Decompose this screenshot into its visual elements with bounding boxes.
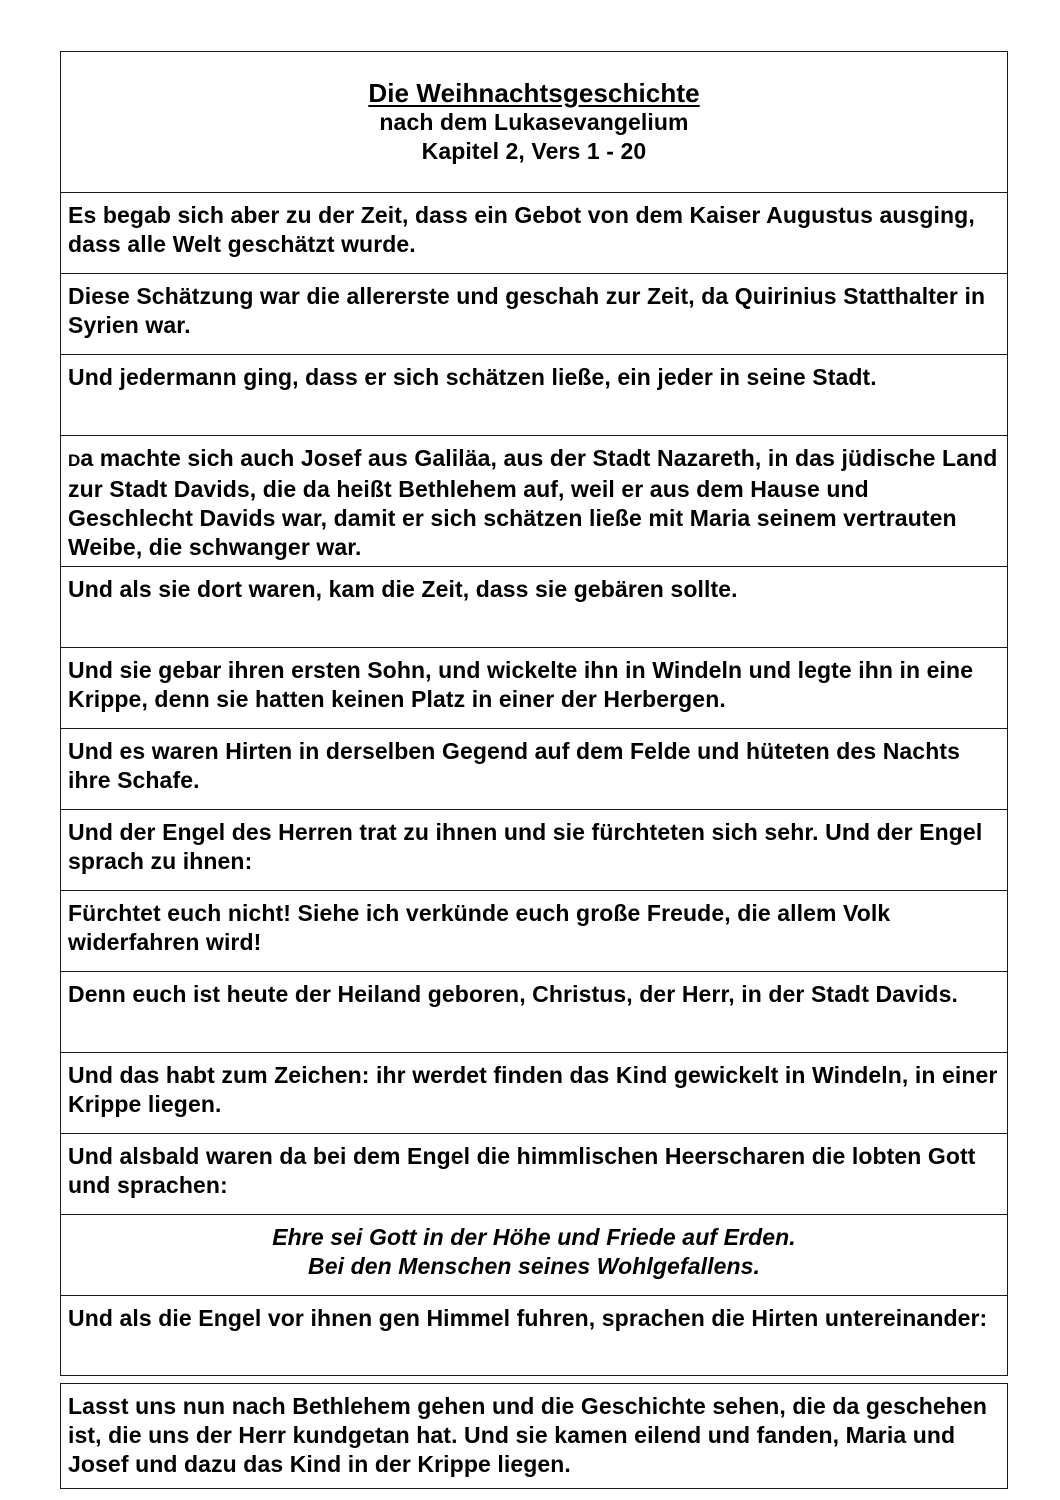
verse-box [60,435,1008,566]
verse-text: Und als die Engel vor ihnen gen Himmel fuhren, sprachen die Hirten untereinander: [68,1305,988,1331]
gloria-line-1: Ehre sei Gott in der Höhe und Friede auf Erden. [272,1224,796,1250]
story-sheet [60,51,1008,1489]
verse-text: Und jedermann ging, dass er sich schätzen ließe, ein jeder in seine Stadt. [68,364,877,390]
verse-text: Und das habt zum Zeichen: ihr werdet finden das Kind gewickelt in Windeln, in einer Krippe liegen. [68,1062,998,1117]
verse-box [60,273,1008,354]
verse-text: a machte sich auch Josef aus Galiläa, aus der Stadt Nazareth, in das jüdische Land zur Stadt Davids, die da heißt Bethlehem auf, weil er aus dem Hause und Geschlecht Davids war, damit er sich schätzen ließe mit Maria seinem vertrauten Weibe, die schwanger war. [68,445,998,560]
verse-text: Und als sie dort waren, kam die Zeit, dass sie gebären sollte. [68,576,738,602]
verse-box [60,647,1008,728]
verse-text: Und der Engel des Herren trat zu ihnen und sie fürchteten sich sehr. Und der Engel sprach zu ihnen: [68,819,983,874]
verse-text: Und alsbald waren da bei dem Engel die himmlischen Heerscharen die lobten Gott und sprachen: [68,1143,976,1198]
verse-box [60,890,1008,971]
verse-box [60,354,1008,435]
header-box [60,51,1008,192]
box-gap [60,1376,1008,1383]
verse-box [60,1052,1008,1133]
gloria-box [60,1214,1008,1295]
verse-text: Diese Schätzung war die allererste und geschah zur Zeit, da Quirinius Statthalter in Syrien war. [68,283,986,338]
page-subtitle: nach dem Lukasevangelium [379,109,689,135]
final-verse-box [60,1383,1008,1489]
verse-box [60,192,1008,273]
verse-initial: D [68,451,81,470]
verse-box [60,971,1008,1052]
verse-text: Lasst uns nun nach Bethlehem gehen und die Geschichte sehen, die da geschehen ist, die uns der Herr kundgetan hat. Und sie kamen eilend und fanden, Maria und Josef und dazu das Kind in der Krippe liegen. [68,1393,987,1477]
verse-box [60,1133,1008,1214]
verse-text: Es begab sich aber zu der Zeit, dass ein Gebot von dem Kaiser Augustus ausging, dass alle Welt geschätzt wurde. [68,202,975,257]
verse-box [60,728,1008,809]
verse-text: Fürchtet euch nicht! Siehe ich verkünde euch große Freude, die allem Volk widerfahren wird! [68,900,891,955]
gloria-line-2: Bei den Menschen seines Wohlgefallens. [308,1253,760,1279]
verse-text: Und es waren Hirten in derselben Gegend auf dem Felde und hüteten des Nachts ihre Schafe. [68,738,960,793]
verse-text: Und sie gebar ihren ersten Sohn, und wickelte ihn in Windeln und legte ihn in eine Krippe, denn sie hatten keinen Platz in einer der Herbergen. [68,657,974,712]
verse-box [60,1295,1008,1376]
verse-box [60,809,1008,890]
page-title: Die Weihnachtsgeschichte [368,78,700,108]
verse-box [60,566,1008,647]
chapter-reference: Kapitel 2, Vers 1 - 20 [421,138,647,164]
verse-text: Denn euch ist heute der Heiland geboren, Christus, der Herr, in der Stadt Davids. [68,981,958,1007]
